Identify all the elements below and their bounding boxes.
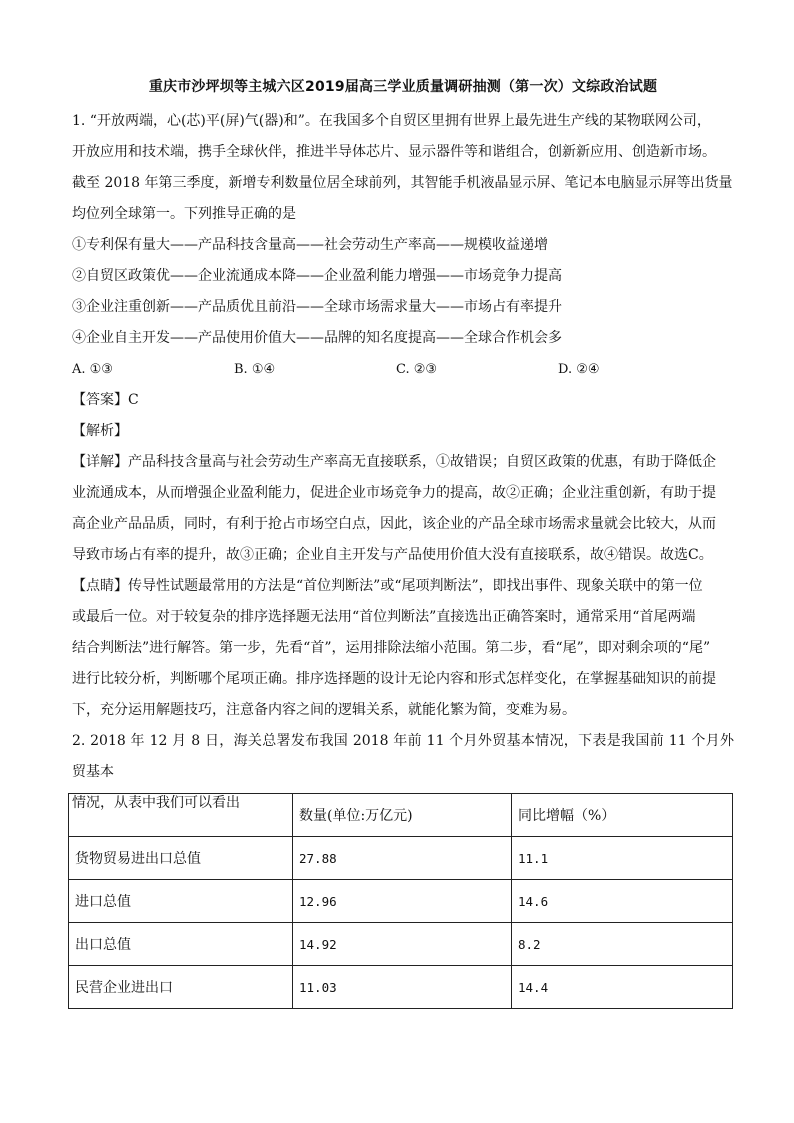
q1-answer: 【答案】C [72, 392, 139, 408]
q1-option: ①专利保有量大——产品科技含量高——社会劳动生产率高——规模收益递增 [72, 237, 548, 253]
q1-stem-line: 1. “开放两端，心(芯)平(屏)气(器)和”。在我国多个自贸区里拥有世界上最先进生产线的某物联网公司， [72, 113, 711, 129]
q1-stem-line: 截至 2018 年第三季度，新增专利数量位居全球前列，其智能手机液晶显示屏、笔记本电脑显示屏等出货量 [72, 175, 733, 191]
q1-detail-line: 高企业产品品质，同时，有利于抢占市场空白点，因此，该企业的产品全球市场需求量就会比较大，从而 [72, 516, 716, 532]
q1-tip-line: 结合判断法”进行解答。第一步，先看“首”，运用排除法缩小范围。第二步，看“尾”，即对剩余项的“尾” [72, 640, 711, 656]
q1-tip-line: 或最后一位。对于较复杂的排序选择题无法用“首位判断法”直接选出正确答案时，通常采用“首尾两端 [72, 609, 696, 625]
q1-choices [72, 354, 734, 385]
table-cell-label: 货物贸易进出口总值 [69, 837, 293, 880]
table-cell-label: 民营企业进出口 [69, 966, 293, 1009]
q1-option: ②自贸区政策优——企业流通成本降——企业盈利能力增强——市场竞争力提高 [72, 268, 562, 284]
table-header-cell: 同比增幅（%） [512, 794, 733, 837]
table-row [69, 880, 733, 923]
trade-table [68, 793, 733, 1009]
table-header-cell: 数量(单位:万亿元) [293, 794, 512, 837]
q1-tip-line: 下，充分运用解题技巧，注意备内容之间的逻辑关系，就能化繁为简，变难为易。 [72, 702, 576, 718]
q2-stem-line: 2. 2018 年 12 月 8 日，海关总署发布我国 2018 年前 11 个月外贸基本情况，下表是我国前 11 个月外贸基本 [72, 733, 734, 780]
q1-detail-line: 导致市场占有率的提升，故③正确；企业自主开发与产品使用价值大没有直接联系，故④错误。故选C。 [72, 547, 713, 563]
q1-tip-line: 进行比较分析，判断哪个尾项正确。排序选择题的设计无论内容和形式怎样变化，在掌握基础知识的前提 [72, 671, 716, 687]
q1-option: ④企业自主开发——产品使用价值大——品牌的知名度提高——全球合作机会多 [72, 330, 562, 346]
table-cell-value: 14.4 [512, 966, 733, 1009]
q1-detail-line: 【详解】产品科技含量高与社会劳动生产率高无直接联系，①故错误；自贸区政策的优惠，有助于降低企 [72, 454, 716, 470]
q1-detail-line: 业流通成本，从而增强企业盈利能力，促进企业市场竞争力的提高，故②正确；企业注重创新，有助于提 [72, 485, 716, 501]
q1-option: ③企业注重创新——产品质优且前沿——全球市场需求量大——市场占有率提升 [72, 299, 562, 315]
q1-analysis-label: 【解析】 [72, 423, 128, 439]
table-header-row [69, 794, 733, 837]
document-page [72, 76, 734, 819]
table-cell-label: 进口总值 [69, 880, 293, 923]
table-cell-value: 8.2 [512, 923, 733, 966]
q1-stem-line: 开放应用和技术端，携手全球伙伴，推进半导体芯片、显示器件等和谐组合，创新新应用、创造新市场。 [72, 144, 716, 160]
choice-b: B. ①④ [234, 362, 276, 377]
choice-c: C. ②③ [396, 362, 438, 377]
choice-d: D. ②④ [558, 362, 600, 377]
choice-a: A. ①③ [72, 362, 113, 377]
table-cell-value: 14.6 [512, 880, 733, 923]
table-cell-value: 14.92 [293, 923, 512, 966]
table-header-cell [69, 794, 293, 837]
page-title: 重庆市沙坪坝等主城六区2019届高三学业质量调研抽测（第一次）文综政治试题 [148, 79, 658, 95]
table-cell-label: 出口总值 [69, 923, 293, 966]
table-cell-value: 27.88 [293, 837, 512, 880]
table-cell-value: 11.1 [512, 837, 733, 880]
q1-tip-line: 【点睛】传导性试题最常用的方法是“首位判断法”或“尾项判断法”，即找出事件、现象关联中的第一位 [72, 578, 703, 594]
q1-stem-line: 均位列全球第一。下列推导正确的是 [72, 206, 296, 222]
table-cell-value: 11.03 [293, 966, 512, 1009]
table-row [69, 966, 733, 1009]
table-row [69, 837, 733, 880]
q2-stem-line: 情况，从表中我们可以看出 [72, 795, 240, 811]
table-row [69, 923, 733, 966]
table-cell-value: 12.96 [293, 880, 512, 923]
